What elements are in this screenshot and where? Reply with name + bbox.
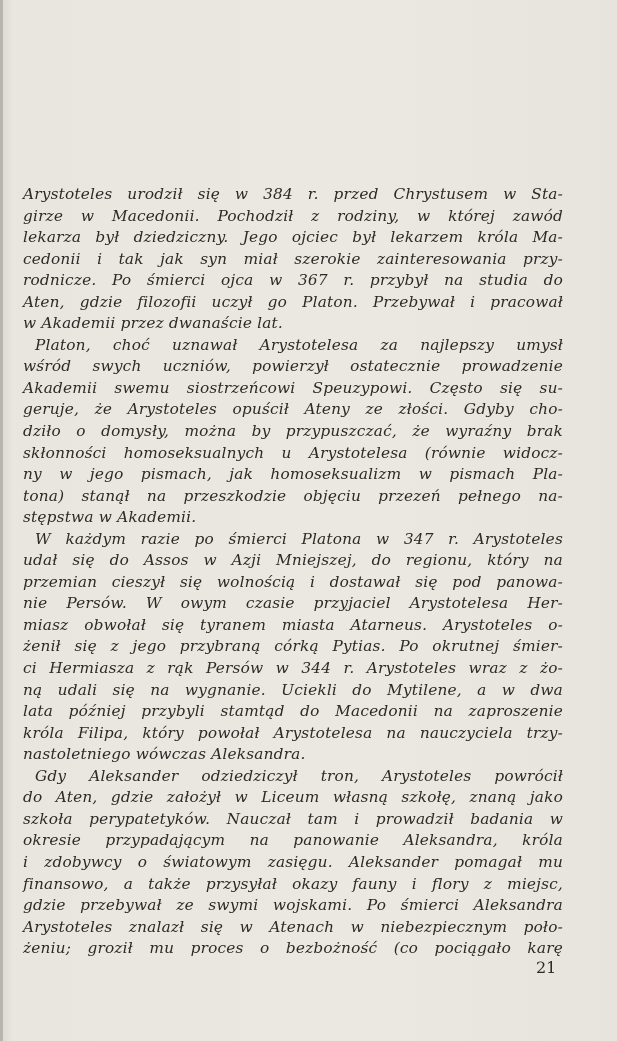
text-line: girze w Macedonii. Pochodził z rodziny, w której zawód <box>23 206 563 225</box>
text-line: ną udali się na wygnanie. Uciekli do Mytilene, a w dwa <box>23 680 563 699</box>
text-line: Aten, gdzie filozofii uczył go Platon. Przebywał i pracował <box>23 292 563 311</box>
text-line: skłonności homoseksualnych u Arystotelesa (równie widocz- <box>23 443 563 462</box>
text-line: rodnicze. Po śmierci ojca w 367 r. przybył na studia do <box>23 271 563 290</box>
text-line: tona) stanął na przeszkodzie objęciu przezeń pełnego na- <box>23 486 563 505</box>
text-line: i zdobywcy o światowym zasięgu. Aleksander pomagał mu <box>23 852 563 871</box>
binding-edge <box>0 0 3 1041</box>
text-line: żeniu; groził mu proces o bezbożność (co pociągało karę <box>23 939 563 958</box>
text-line: nie Persów. W owym czasie przyjaciel Arystotelesa Her- <box>23 594 563 613</box>
text-line: finansowo, a także przysyłał okazy fauny i flory z miejsc, <box>23 874 563 893</box>
text-line: żenił się z jego przybraną córką Pytias. Po okrutnej śmier- <box>23 637 563 656</box>
text-line: przemian cieszył się wolnością i dostawał się pod panowa- <box>23 572 563 591</box>
page-number: 21 <box>536 958 557 977</box>
text-line: lata później przybyli stamtąd do Macedonii na zaproszenie <box>23 702 563 721</box>
text-line: Arystoteles znalazł się w Atenach w niebezpiecznym poło- <box>23 917 563 936</box>
text-line: Gdy Aleksander odziedziczył tron, Arystoteles powrócił <box>35 766 563 785</box>
paragraph-1 <box>23 184 563 335</box>
text-line: Akademii swemu siostrzeńcowi Speuzypowi. Często się su- <box>23 378 563 397</box>
text-line: ny w jego pismach, jak homoseksualizm w pismach Pla- <box>23 465 563 484</box>
text-line: wśród swych uczniów, powierzył ostatecznie prowadzenie <box>23 357 563 376</box>
text-line: gdzie przebywał ze swymi wojskami. Po śmierci Aleksandra <box>23 896 563 915</box>
text-line: Arystoteles urodził się w 384 r. przed Chrystusem w Sta- <box>23 185 563 203</box>
text-line: cedonii i tak jak syn miał szerokie zainteresowania przy- <box>23 249 563 268</box>
body-text <box>23 184 563 960</box>
text-line: miasz obwołał się tyranem miasta Atarneus. Arystoteles o- <box>23 615 563 634</box>
text-line: do Aten, gdzie założył w Liceum własną szkołę, znaną jako <box>23 788 563 807</box>
text-line: szkoła perypatetyków. Nauczał tam i prowadził badania w <box>23 809 563 828</box>
text-line: okresie przypadającym na panowanie Aleksandra, króla <box>23 831 563 850</box>
text-line: geruje, że Arystoteles opuścił Ateny ze złości. Gdyby cho- <box>23 400 563 419</box>
text-line: w Akademii przez dwanaście lat. <box>23 314 283 333</box>
text-line: lekarza był dziedziczny. Jego ojciec był lekarzem króla Ma- <box>23 228 563 247</box>
text-line: króla Filipa, który powołał Arystotelesa na nauczyciela trzy- <box>23 723 563 742</box>
text-line: W każdym razie po śmierci Platona w 347 r. Arystoteles <box>35 529 563 548</box>
text-line: udał się do Assos w Azji Mniejszej, do regionu, który na <box>23 551 563 570</box>
text-line: dziło o domysły, można by przypuszczać, że wyraźny brak <box>23 422 563 441</box>
paragraph-4 <box>23 766 563 960</box>
paragraph-2 <box>23 335 563 529</box>
text-line: Platon, choć uznawał Arystotelesa za najlepszy umysł <box>35 335 563 354</box>
text-line: ci Hermiasza z rąk Persów w 344 r. Arystoteles wraz z żo- <box>23 659 563 678</box>
text-line: stępstwa w Akademii. <box>23 508 197 527</box>
paragraph-3 <box>23 529 563 766</box>
text-line: nastoletniego wówczas Aleksandra. <box>23 745 306 764</box>
